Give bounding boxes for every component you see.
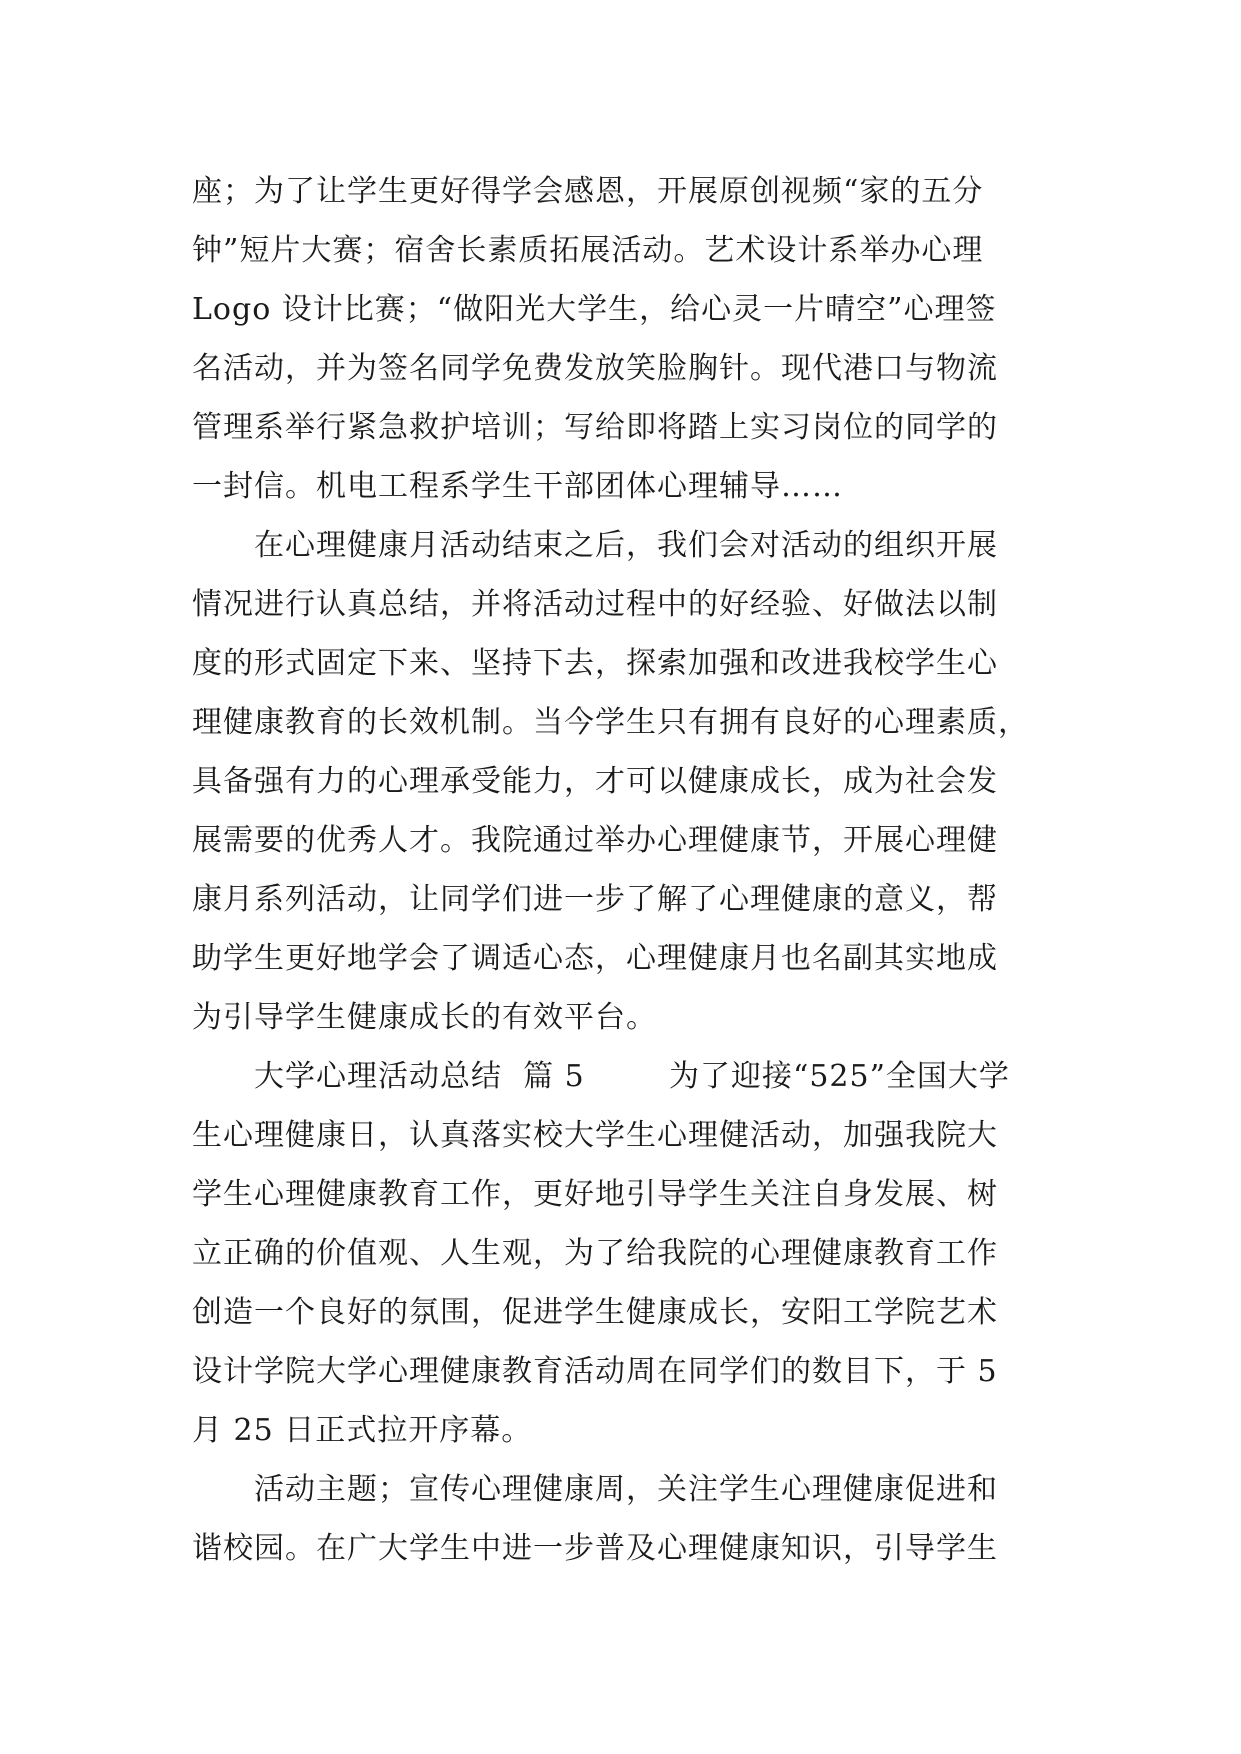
document-body bbox=[192, 162, 1052, 1578]
paragraph-1 bbox=[192, 162, 1052, 516]
text-line: 座；为了让学生更好得学会感恩，开展原创视频“家的五分 bbox=[192, 174, 984, 209]
text-line: 谐校园。在广大学生中进一步普及心理健康知识，引导学生 bbox=[192, 1531, 998, 1566]
text-line: 管理系举行紧急救护培训；写给即将踏上实习岗位的同学的 bbox=[192, 410, 998, 445]
text-line: 康月系列活动，让同学们进一步了解了心理健康的意义，帮 bbox=[192, 882, 998, 917]
text-line: 助学生更好地学会了调适心态，心理健康月也名副其实地成 bbox=[192, 941, 998, 976]
text-line: 在心理健康月活动结束之后，我们会对活动的组织开展 bbox=[254, 528, 998, 563]
text-line: 为引导学生健康成长的有效平台。 bbox=[192, 1000, 657, 1035]
text-line: 度的形式固定下来、坚持下去，探索加强和改进我校学生心 bbox=[192, 646, 998, 681]
text-line: 立正确的价值观、人生观，为了给我院的心理健康教育工作 bbox=[192, 1236, 998, 1271]
text-line: 学生心理健康教育工作，更好地引导学生关注自身发展、树 bbox=[192, 1177, 998, 1212]
text-line: 具备强有力的心理承受能力，才可以健康成长，成为社会发 bbox=[192, 764, 998, 799]
text-line: 月 25 日正式拉开序幕。 bbox=[192, 1413, 533, 1448]
text-line: 情况进行认真总结，并将活动过程中的好经验、好做法以制 bbox=[192, 587, 998, 622]
text-line: 钟”短片大赛；宿舍长素质拓展活动。艺术设计系举办心理 bbox=[192, 233, 984, 268]
text-line: 活动主题；宣传心理健康周，关注学生心理健康促进和 bbox=[254, 1472, 998, 1507]
text-line: 名活动，并为签名同学免费发放笑脸胸针。现代港口与物流 bbox=[192, 351, 998, 386]
paragraph-3 bbox=[192, 1047, 1052, 1460]
text-line: 展需要的优秀人才。我院通过举办心理健康节，开展心理健 bbox=[192, 823, 998, 858]
paragraph-4 bbox=[192, 1460, 1052, 1578]
section-heading-line: 大学心理活动总结 篇 5 为了迎接“525”全国大学 bbox=[254, 1059, 1010, 1094]
text-line: 一封信。机电工程系学生干部团体心理辅导…… bbox=[192, 469, 843, 504]
text-line: Logo 设计比赛；“做阳光大学生，给心灵一片晴空”心理签 bbox=[192, 292, 997, 327]
text-line: 生心理健康日，认真落实校大学生心理健活动，加强我院大 bbox=[192, 1118, 998, 1153]
text-line: 理健康教育的长效机制。当今学生只有拥有良好的心理素质， bbox=[192, 705, 1029, 740]
text-line: 设计学院大学心理健康教育活动周在同学们的数目下，于 5 bbox=[192, 1354, 998, 1389]
paragraph-2 bbox=[192, 516, 1052, 1047]
text-line: 创造一个良好的氛围，促进学生健康成长，安阳工学院艺术 bbox=[192, 1295, 998, 1330]
